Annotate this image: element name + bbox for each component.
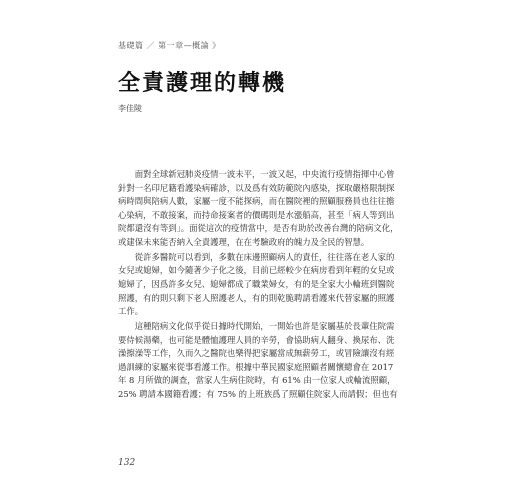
text-line: 工作。 — [118, 306, 144, 317]
paragraph — [118, 320, 414, 402]
paragraph — [118, 168, 414, 250]
text-line: 媳婦了，因爲許多女兒、媳婦都成了職業婦女，有的是全家大小輪班到醫院 — [118, 278, 395, 289]
text-line: 心染病，不敢接案，而持命接案者的價碼則是水漲船高，甚至「病人等到出 — [118, 209, 395, 220]
text-line: 年 8 月所做的調查，當家人生病住院時，有 61% 由一位家人或輪流照顧， — [118, 375, 396, 386]
article-body — [118, 168, 414, 403]
text-line: 這種陪病文化似乎從日據時代開始，一開始也許是家屬基於長輩住院需 — [134, 320, 395, 331]
article-title: 全責護理的轉機 — [118, 70, 287, 96]
paragraph — [118, 251, 414, 319]
author-name: 李佳陵 — [118, 104, 142, 113]
text-line: 或建保未來能否納入全責護理，在在考驗政府的魄力及全民的智慧。 — [118, 236, 370, 247]
text-line: 院都還沒有等到」。面從這次的疫情當中，是否有助於改善台灣的陪病文化， — [118, 223, 399, 234]
text-line: 過訓練的家屬來從事看護工作。根據中華民國家庭照顧者關懷總會在 2017 — [118, 361, 394, 372]
text-line: 照護，有的則只剩下老人照護老人，有的則乾脆聘請看護來代替家屬的照護 — [118, 292, 395, 303]
text-line: 針對一名印尼籍看護染病確診，以及爲有效防範院內感染，探取嚴格限制探 — [118, 182, 395, 193]
text-line: 要侍候湯藥，也可能是體恤護理人員的辛勞，會協助病人翻身、換尿布、洗 — [118, 334, 395, 345]
running-header: 基礎篇 ／ 第一章—概論 》 — [118, 41, 221, 50]
text-line: 澡擦澡等工作，久而久之醫院也樂得把家屬當成無薪勞工，或冒險讓沒有經 — [118, 348, 395, 359]
text-line: 面對全球新冠肺炎疫情一波未平，一波又起，中央流行疫情指揮中心曾 — [134, 169, 395, 179]
text-line: 女兒或媳婦，如今隨著少子化之後，目前已經較少在病房看到年輕的女兒或 — [118, 265, 395, 276]
text-line: 25% 聘請本國籍看護；有 75% 的上班族爲了照顧住院家人而請假；但也有 — [118, 388, 398, 399]
page-number: 132 — [118, 458, 136, 468]
text-line: 從許多醫院可以看到，多數在床邊照顧病人的責任，往往落在老人家的 — [134, 251, 395, 262]
text-line: 病時間與陪病人數，家屬一度不能探病，而在醫院裡的照顧服務員也往往擔 — [118, 196, 395, 207]
